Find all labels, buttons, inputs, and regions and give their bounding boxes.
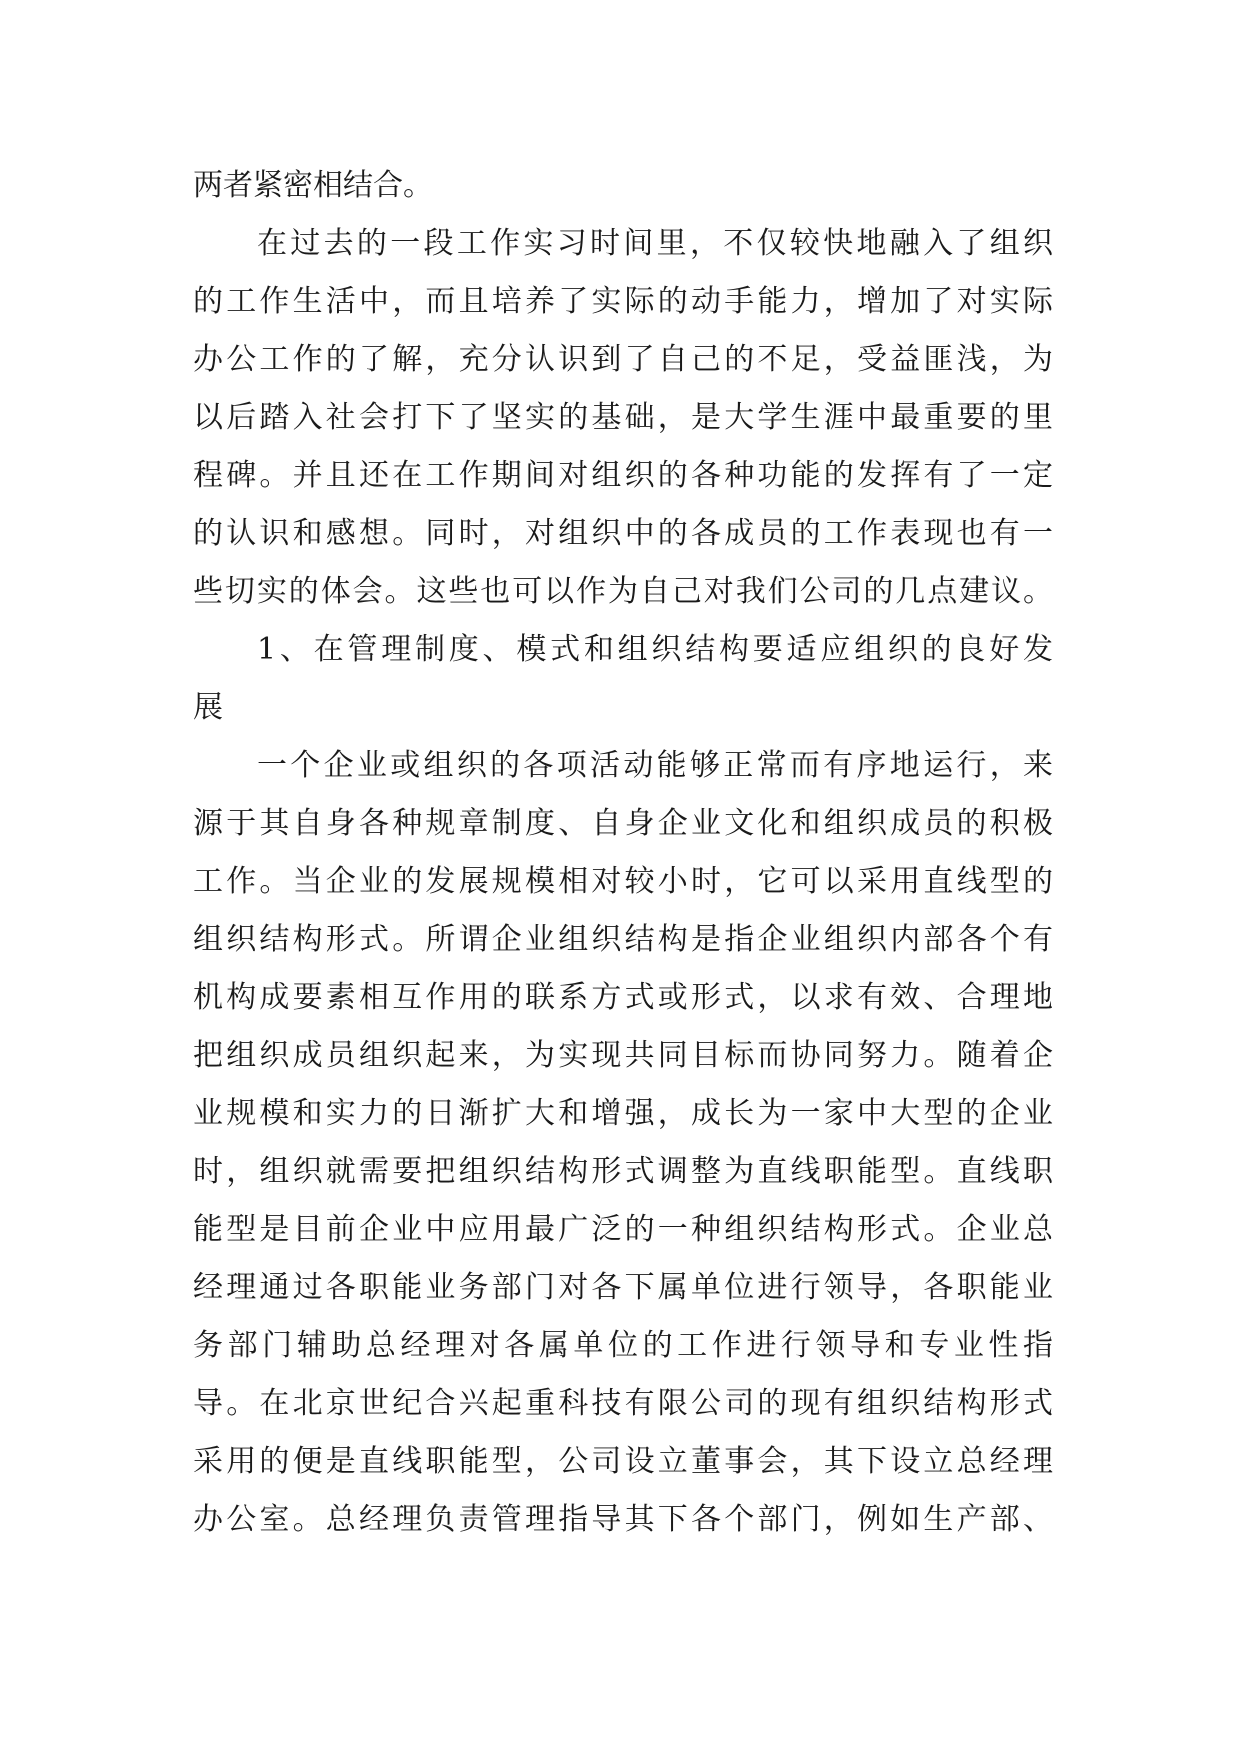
text-line: 在过去的一段工作实习时间里，不仅较快地融入了组织 <box>257 226 1053 261</box>
text-line: 时，组织就需要把组织结构形式调整为直线职能型。直线职 <box>193 1154 1053 1189</box>
text-line: 导。在北京世纪合兴起重科技有限公司的现有组织结构形式 <box>193 1386 1053 1421</box>
text-line: 组织结构形式。所谓企业组织结构是指企业组织内部各个有 <box>193 922 1053 957</box>
text-line: 能型是目前企业中应用最广泛的一种组织结构形式。企业总 <box>193 1212 1053 1247</box>
text-line: 采用的便是直线职能型，公司设立董事会，其下设立总经理 <box>193 1444 1053 1479</box>
text-line: 业规模和实力的日渐扩大和增强，成长为一家中大型的企业 <box>193 1096 1053 1131</box>
text-line: 办公工作的了解，充分认识到了自己的不足，受益匪浅，为 <box>193 342 1053 377</box>
text-line: 务部门辅助总经理对各属单位的工作进行领导和专业性指 <box>193 1328 1053 1363</box>
text-line: 办公室。总经理负责管理指导其下各个部门，例如生产部、 <box>193 1502 1053 1537</box>
text-line: 程碑。并且还在工作期间对组织的各种功能的发挥有了一定 <box>193 458 1053 493</box>
text-line: 把组织成员组织起来，为实现共同目标而协同努力。随着企 <box>193 1038 1053 1073</box>
text-line: 的工作生活中，而且培养了实际的动手能力，增加了对实际 <box>193 284 1053 319</box>
text-line: 源于其自身各种规章制度、自身企业文化和组织成员的积极 <box>193 806 1053 841</box>
section-heading-continuation: 展 <box>193 690 223 725</box>
text-line: 一个企业或组织的各项活动能够正常而有序地运行，来 <box>257 748 1053 783</box>
text-line: 以后踏入社会打下了坚实的基础，是大学生涯中最重要的里 <box>193 400 1053 435</box>
text-line: 两者紧密相结合。 <box>193 168 433 203</box>
text-line: 的认识和感想。同时，对组织中的各成员的工作表现也有一 <box>193 516 1053 551</box>
text-line: 经理通过各职能业务部门对各下属单位进行领导，各职能业 <box>193 1270 1053 1305</box>
section-heading: 1、在管理制度、模式和组织结构要适应组织的良好发 <box>257 632 1053 667</box>
text-line: 工作。当企业的发展规模相对较小时，它可以采用直线型的 <box>193 864 1053 899</box>
text-line: 些切实的体会。这些也可以作为自己对我们公司的几点建议。 <box>193 574 1053 609</box>
text-line: 机构成要素相互作用的联系方式或形式，以求有效、合理地 <box>193 980 1053 1015</box>
